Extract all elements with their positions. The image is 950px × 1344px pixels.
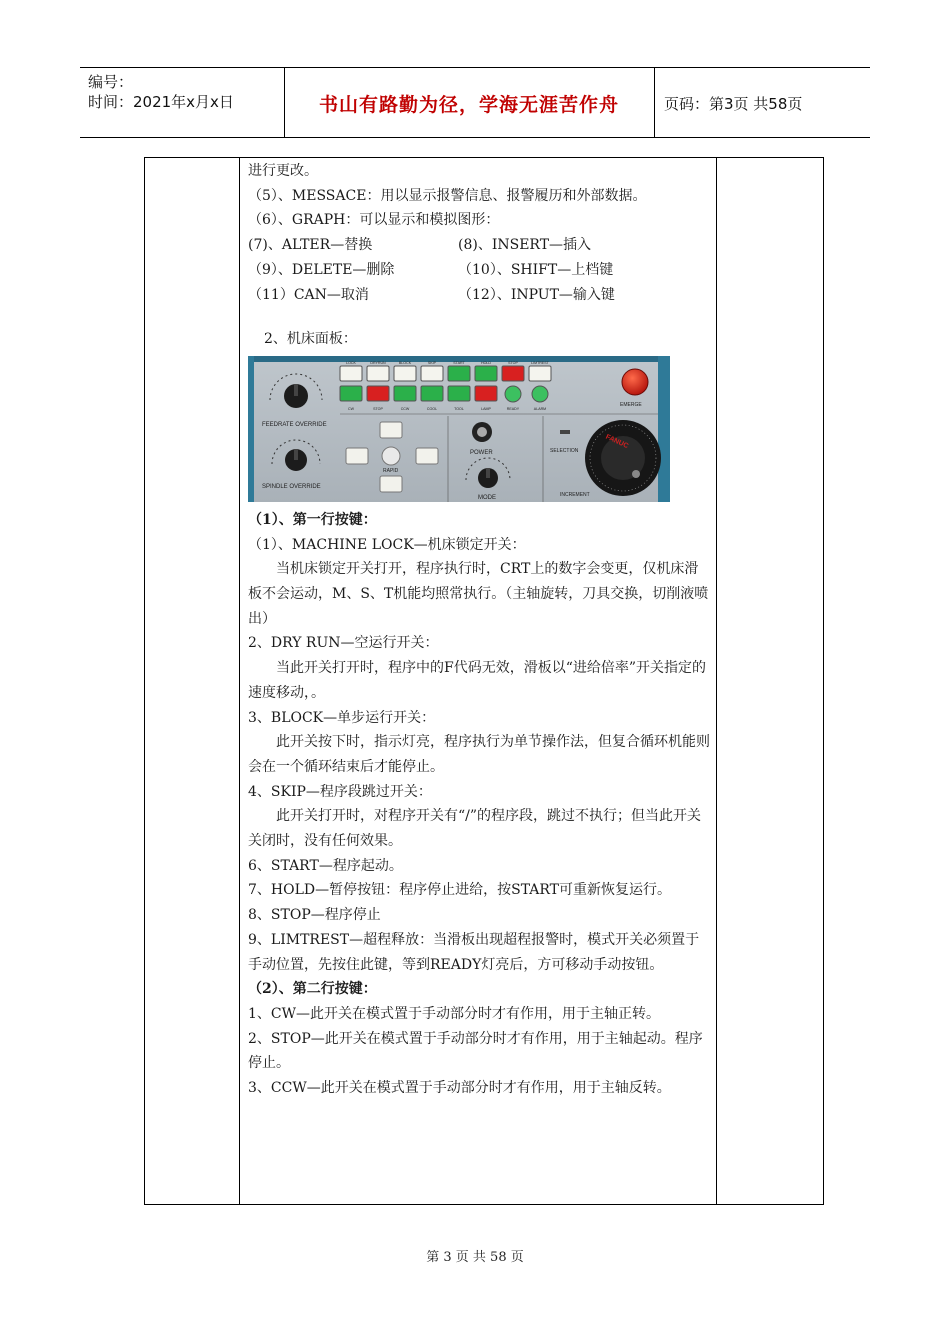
panel-button bbox=[340, 366, 362, 381]
item-line: 2、STOP—此开关在模式置于手动部分时才有作用，用于主轴起动。程序停止。 bbox=[248, 1030, 703, 1072]
panel-button-label: START bbox=[453, 360, 465, 365]
panel-button-label: CW bbox=[348, 406, 354, 411]
panel-button bbox=[529, 366, 551, 381]
item-line: 3、CCW—此开关在模式置于手动部分时才有作用，用于主轴反转。 bbox=[248, 1080, 671, 1097]
header-left bbox=[88, 72, 234, 112]
panel-button-label: LAMP bbox=[481, 406, 491, 411]
key-item: （12）、INPUT—输入键 bbox=[458, 286, 615, 303]
item-body: 此开关打开时，对程序开关有“/”的程序段，跳过不执行；但当此开关关闭时，没有任何效果。 bbox=[248, 808, 702, 850]
subsection-heading: （2）、第二行按键： bbox=[248, 981, 377, 998]
panel-button bbox=[394, 366, 416, 381]
text-line: 进行更改。 bbox=[248, 163, 318, 179]
power-label: POWER bbox=[470, 449, 493, 456]
panel-button bbox=[367, 366, 389, 381]
page-header bbox=[80, 67, 870, 138]
key-pair-row bbox=[248, 258, 710, 283]
panel-button-label: SKIP bbox=[427, 360, 437, 365]
panel-button-label: BLOCK bbox=[398, 360, 412, 365]
item-line: 1、CW—此开关在模式置于手动部分时才有作用，用于主轴正转。 bbox=[248, 1005, 661, 1022]
panel-button-label: TOOL bbox=[454, 406, 464, 411]
subsection-heading: （1）、第一行按键： bbox=[248, 511, 377, 528]
spacer bbox=[248, 307, 710, 327]
panel-button-label: STOP bbox=[508, 360, 518, 365]
item-body: 此开关按下时，指示灯亮，程序执行为单节操作法，但复合循环机能则会在一个循环结束后才能停止。 bbox=[248, 734, 710, 775]
panel-button-label: LIMTREST bbox=[531, 360, 549, 365]
key-item: （9）、DELETE—删除 bbox=[248, 261, 395, 278]
item-line: 6、START—程序起动。 bbox=[248, 857, 403, 874]
rapid-label: RAPID bbox=[383, 467, 399, 474]
item-heading: 4、SKIP—程序段跳过开关： bbox=[248, 783, 432, 800]
item-body: 当机床锁定开关打开，程序执行时，CRT上的数字会变更，仅机床滑板不会运动，M、S、T机能均照常执行。（主轴旋转，刀具交换，切削液喷出） bbox=[248, 561, 709, 627]
content-body bbox=[248, 159, 710, 1101]
increment-label: INCREMENT bbox=[560, 491, 590, 498]
item-body: 当此开关打开时，程序中的F代码无效，滑板以“进给倍率”开关指定的速度移动，。 bbox=[248, 660, 707, 701]
header-page-info: 页码：第3页 共58页 bbox=[664, 95, 803, 113]
panel-button bbox=[421, 386, 443, 401]
panel-button bbox=[475, 366, 497, 381]
spindle-label: SPINDLE OVERRIDE bbox=[262, 483, 321, 490]
panel-button bbox=[505, 386, 521, 402]
header-motto: 书山有路勤为径，学海无涯苦作舟 bbox=[318, 94, 619, 116]
panel-button bbox=[394, 386, 416, 401]
panel-button-label: READY bbox=[506, 406, 520, 411]
panel-button bbox=[475, 386, 497, 401]
emergency-label: EMERGE bbox=[620, 401, 642, 408]
key-item: (7)、ALTER—替换 bbox=[248, 237, 373, 254]
machine-panel-image bbox=[248, 356, 670, 502]
panel-button-label: HOLD bbox=[481, 360, 491, 365]
item-heading: 3、BLOCK—单步运行开关： bbox=[248, 709, 436, 726]
item-line: 8、STOP—程序停止 bbox=[248, 907, 381, 924]
page-footer: 第 3 页 共 58 页 bbox=[426, 1250, 524, 1265]
panel-button-label: CCW bbox=[400, 406, 410, 411]
feedrate-label: FEEDRATE OVERRIDE bbox=[262, 421, 327, 428]
panel-button bbox=[340, 386, 362, 401]
panel-button bbox=[448, 366, 470, 381]
key-pair-row bbox=[248, 233, 710, 258]
key-item: (8)、INSERT—插入 bbox=[458, 237, 592, 254]
mode-label: MODE bbox=[478, 494, 496, 501]
table-column-divider bbox=[239, 158, 240, 1204]
panel-button bbox=[532, 386, 548, 402]
panel-button bbox=[502, 366, 524, 381]
selection-label: SELECTION bbox=[550, 447, 579, 454]
handwheel-brand: FANUC bbox=[604, 433, 630, 451]
key-pair-row bbox=[248, 283, 710, 308]
text-line: （6）、GRAPH：可以显示和模拟图形： bbox=[248, 212, 500, 229]
panel-button-label: DRYRUN bbox=[370, 360, 386, 365]
header-divider bbox=[654, 68, 655, 137]
table-column-divider bbox=[716, 158, 717, 1204]
panel-button-label: STOP bbox=[373, 406, 383, 411]
panel-button bbox=[448, 386, 470, 401]
panel-button-label: COOL bbox=[426, 406, 438, 411]
panel-button bbox=[421, 366, 443, 381]
key-item: （11）CAN—取消 bbox=[248, 286, 369, 303]
number-label: 编号： bbox=[88, 73, 134, 91]
date-label: 时间：2021年x月x日 bbox=[88, 93, 234, 111]
panel-button-label: LOCK bbox=[346, 360, 356, 365]
item-heading: （1）、MACHINE LOCK—机床锁定开关： bbox=[248, 536, 526, 553]
text-line: （5）、MESSACE：用以显示报警信息、报警履历和外部数据。 bbox=[248, 187, 647, 204]
section-heading: 2、机床面板： bbox=[264, 331, 357, 348]
item-line: 7、HOLD—暂停按钮：程序停止进给，按START可重新恢复运行。 bbox=[248, 882, 672, 899]
machine-panel-illustration bbox=[248, 356, 670, 502]
panel-button bbox=[367, 386, 389, 401]
item-heading: 2、DRY RUN—空运行开关： bbox=[248, 635, 439, 652]
item-line: 9、LIMTREST—超程释放：当滑板出现超程报警时，模式开关必须置于手动位置，先按住此键，等到READY灯亮后，方可移动手动按钮。 bbox=[248, 931, 700, 973]
key-item: （10）、SHIFT—上档键 bbox=[458, 261, 614, 278]
panel-button-label: ALARM bbox=[533, 406, 547, 411]
